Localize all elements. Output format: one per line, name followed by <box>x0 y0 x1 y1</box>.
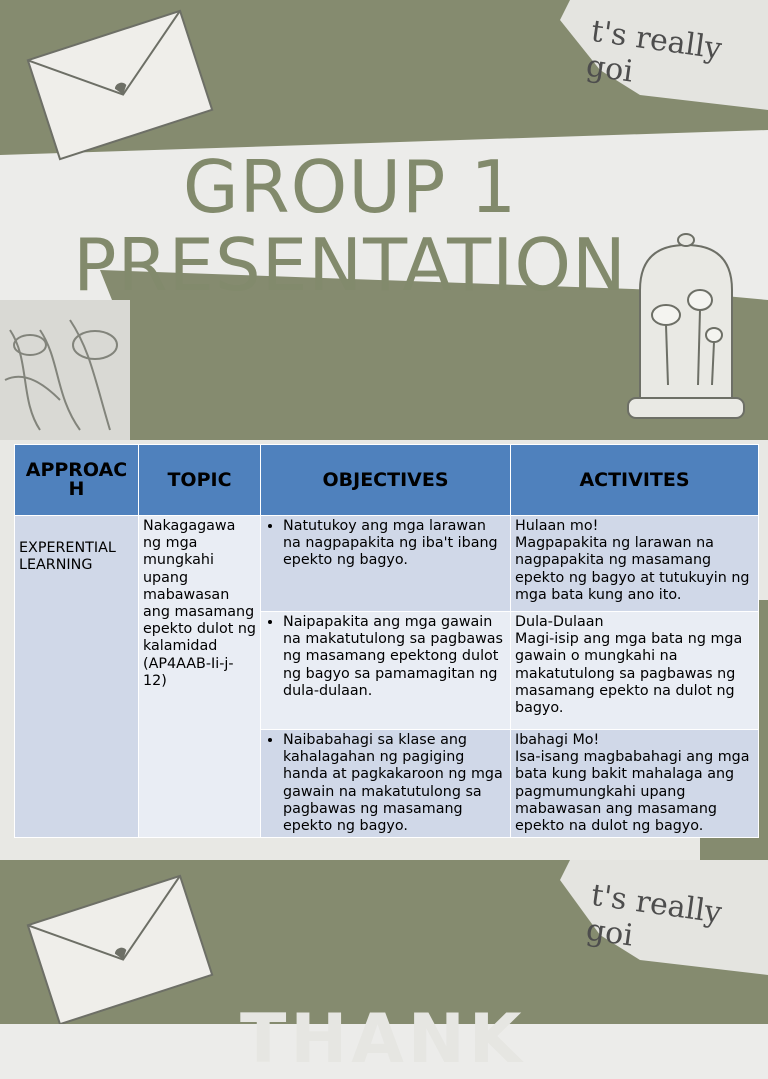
decorative-script-top: t's really goi <box>584 13 724 90</box>
header-activities: ACTIVITES <box>511 445 759 516</box>
objective-item: • Naipapakita ang mga gawain na makatutulong sa pagbawas ng masamang epektong dulot ng bagyo sa pamamagitan ng dula-dulaan. <box>283 614 506 700</box>
approach-cell <box>15 516 139 838</box>
topic-cell <box>139 516 261 838</box>
approach-text: EXPERENTIAL LEARNING <box>19 540 116 574</box>
table-header-row <box>15 445 759 516</box>
activity-cell: Dula-Dulaan Magi-isip ang mga bata ng mga gawain o mungkahi na makatutulong sa pagbawas ng masamang epekto na dulot ng bagyo. <box>511 612 759 730</box>
objective-cell <box>261 612 511 730</box>
slide-title <box>0 145 700 307</box>
title-line-2: PRESENTATION <box>73 223 627 307</box>
objective-cell <box>261 730 511 838</box>
objective-cell <box>261 516 511 612</box>
lesson-plan-table <box>14 444 759 838</box>
table-row <box>15 516 759 612</box>
topic-text: Nakagagawa ng mga mungkahi upang mabawasan ang masamang epekto dulot ng kalamidad (AP4AAB-Ii-j-12) <box>143 518 256 689</box>
header-topic: TOPIC <box>139 445 261 516</box>
activity-cell: Hulaan mo! Magpapakita ng larawan na nagpapakita ng masamang epekto ng bagyo at tutukuyin ng mga bata kung ano ito. <box>511 516 759 612</box>
objective-item: • Natutukoy ang mga larawan na nagpapakita ng iba't ibang epekto ng bagyo. <box>283 518 506 570</box>
title-line-1: GROUP 1 <box>182 145 518 229</box>
decorative-script-bottom: t's really goi <box>584 877 724 954</box>
objective-item: • Naibabahagi sa klase ang kahalagahan ng pagiging handa at pagkakaroon ng mga gawain na makatutulong sa pagbawas ng masamang epekto ng bagyo. <box>283 732 506 835</box>
header-approach: APPROACH <box>15 445 139 516</box>
thank-you-heading: THANK <box>240 1000 526 1079</box>
activity-cell: Ibahagi Mo! Isa-isang magbabahagi ang mga bata kung bakit mahalaga ang pagmumungkahi upang mabawasan ang masamang epekto na dulot ng bagyo. <box>511 730 759 838</box>
header-objectives: OBJECTIVES <box>261 445 511 516</box>
